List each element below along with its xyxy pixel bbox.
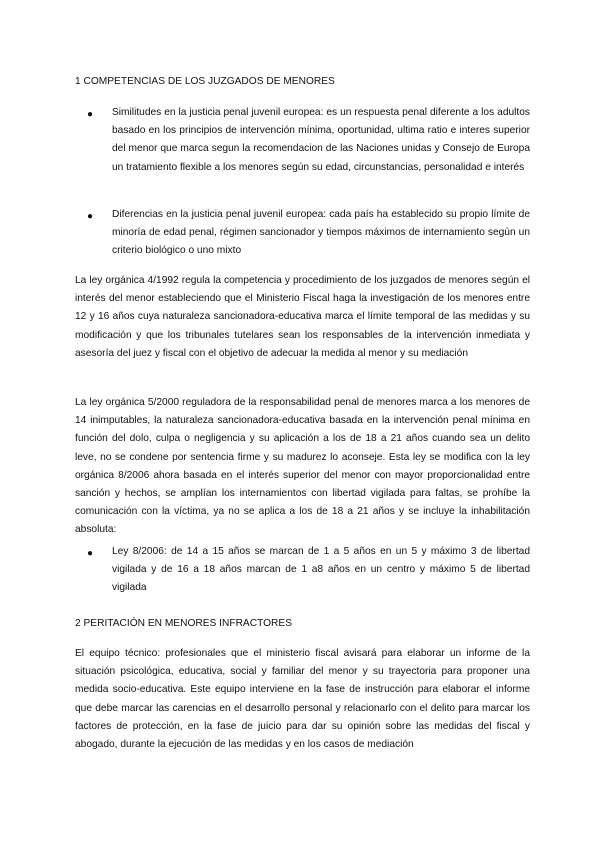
bullet-text: Diferencias en la justicia penal juvenil europea: cada país ha establecido su propio límite de minoría de edad penal, régimen sancionador y tiempos máximos de internamiento según un criterio biológico o uno mixto: [112, 209, 530, 257]
bullet-text: Ley 8/2006: de 14 a 15 años se marcan de 1 a 5 años en un 5 y máximo 3 de libertad vigilada y de 16 a 18 años marcan de 1 a8 años en un centro y máximo 5 de libertad vigilada: [112, 546, 530, 594]
paragraph-ley-4-1992: La ley orgánica 4/1992 regula la competencia y procedimiento de los juzgados de menores según el interés del menor estableciendo que el Ministerio Fiscal haga la investigación de los menores entre 12 y 16 años cuya naturaleza sancionadora-educativa marca el límite temporal de las medidas y su modificación y que los tribunales tutelares sean los responsables de la intervención inmediata y asesoría del juez y fiscal con el objetivo de adecuar la medida al menor y su mediación: [75, 275, 530, 359]
paragraph-ley-5-2000: La ley orgánica 5/2000 reguladora de la responsabilidad penal de menores marca a los menores de 14 inimputables, la naturaleza sancionadora-educativa basada en la intervención penal mínima en función del dolo, culpa o negligencia y su aplicación a los de 18 a 21 años cuando sea un delito leve, no se condene por sentencia firme y su madurez lo aconseje. Esta ley se modifica con la ley orgánica 8/2006 ahora basada en el interés superior del menor con mayor proporcionalidad entre sanción y hechos, se amplían los internamientos con libertad vigilada para faltas, se prohíbe la comunicación con la víctima, ya no se aplica a los de 18 a 21 años y se incluye la inhabilitación absoluta:: [75, 397, 530, 536]
section-2-heading: 2 PERITACIÓN EN MENORES INFRACTORES: [75, 618, 292, 629]
bullet-icon: ●: [87, 548, 94, 559]
bullet-icon: ●: [87, 211, 94, 222]
bullet-similitudes: [87, 104, 530, 177]
bullet-text: Similitudes en la justicia penal juvenil europea: es un respuesta penal diferente a los adultos basado en los principios de intervención mínima, oportunidad, ultima ratio e interes superior del menor que marca segun la recomendacion de las Naciones unidas y Consejo de Europa un tratamiento flexible a los menores según su edad, circunstancias, personalidad e interés: [112, 107, 530, 173]
bullet-icon: ●: [87, 109, 94, 120]
section-1-heading: 1 COMPETENCIAS DE LOS JUZGADOS DE MENORES: [75, 76, 335, 87]
bullet-diferencias: [87, 206, 530, 261]
paragraph-equipo-tecnico: El equipo técnico: profesionales que el ministerio fiscal avisará para elaborar un informe de la situación psicológica, educativa, social y familiar del menor y su trayectoria para proponer una medida socio-educativa. Este equipo interviene en la fase de instrucción para elaborar el informe que debe marcar las carencias en el desarrollo personal y relacionarlo con el delito para marcar los factores de protección, en la fase de juicio para dar su opinión sobre las medidas del fiscal y abogado, durante la ejecución de las medidas y en los casos de mediación: [75, 648, 530, 751]
bullet-ley-8-2006: [87, 543, 530, 598]
